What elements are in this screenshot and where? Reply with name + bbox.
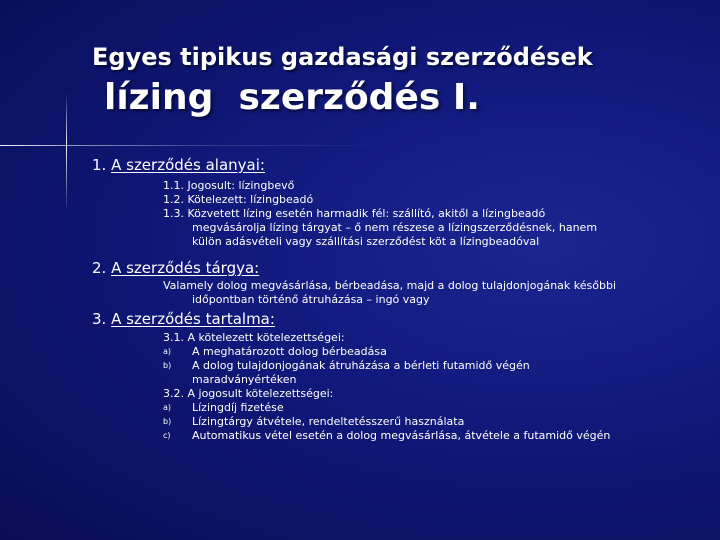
list-item: [163, 415, 703, 429]
list-item-continuation: időpontban történő átruházása – ingó vagy: [192, 293, 430, 306]
decorative-vertical-line: [66, 92, 67, 212]
list-marker: a): [163, 347, 172, 356]
section-3-number: 3.: [92, 310, 107, 328]
list-item-text: A dolog tulajdonjogának átruházása a bérleti futamidő végén: [192, 359, 530, 372]
section-3-heading: [92, 310, 275, 329]
list-item: [163, 345, 703, 359]
list-marker: a): [163, 403, 172, 412]
section-1-number: 1.: [92, 156, 107, 174]
list-item-continuation: megvásárolja lízing tárgyat – ő nem részese a lízingszerződésnek, hanem: [192, 221, 598, 234]
list-item-text: Automatikus vétel esetén a dolog megvásárlása, átvétele a futamidő végén: [192, 429, 611, 442]
list-item: [163, 401, 703, 415]
section-3-title: A szerződés tartalma:: [111, 310, 275, 328]
list-marker: b): [163, 417, 172, 426]
list-item: [163, 429, 703, 443]
section-1-list: [163, 179, 703, 249]
list-item-text: Lízingtárgy átvétele, rendeltetésszerű használata: [192, 415, 465, 428]
section-2-number: 2.: [92, 259, 107, 277]
section-2-title: A szerződés tárgya:: [111, 259, 260, 277]
section-1-heading: [92, 156, 265, 175]
slide-subtitle: lízing szerződés I.: [104, 77, 480, 118]
list-item: 3.1. A kötelezett kötelezettségei:: [163, 331, 345, 344]
list-item-continuation: maradványértéken: [192, 373, 297, 386]
decorative-horizontal-line: [0, 145, 720, 146]
section-2-list: [163, 279, 703, 307]
list-item: 1.1. Jogosult: lízingbevő: [163, 179, 295, 192]
list-item-text: Lízingdíj fizetése: [192, 401, 284, 414]
list-item: Valamely dolog megvásárlása, bérbeadása, majd a dolog tulajdonjogának későbbi: [163, 279, 616, 292]
list-item: 1.2. Kötelezett: lízingbeadó: [163, 193, 314, 206]
list-marker: c): [163, 431, 171, 440]
list-marker: b): [163, 361, 172, 370]
list-item: 1.3. Közvetett lízing esetén harmadik fél: szállító, akitől a lízingbeadó: [163, 207, 546, 220]
list-item: [163, 359, 703, 373]
section-3-list: [163, 331, 703, 443]
list-item-continuation: külön adásvételi vagy szállítási szerződést köt a lízingbeadóval: [192, 235, 540, 248]
section-1-title: A szerződés alanyai:: [111, 156, 265, 174]
slide-title: Egyes tipikus gazdasági szerződések: [92, 43, 593, 71]
list-item: 3.2. A jogosult kötelezettségei:: [163, 387, 334, 400]
section-2-heading: [92, 259, 259, 278]
list-item-text: A meghatározott dolog bérbeadása: [192, 345, 387, 358]
